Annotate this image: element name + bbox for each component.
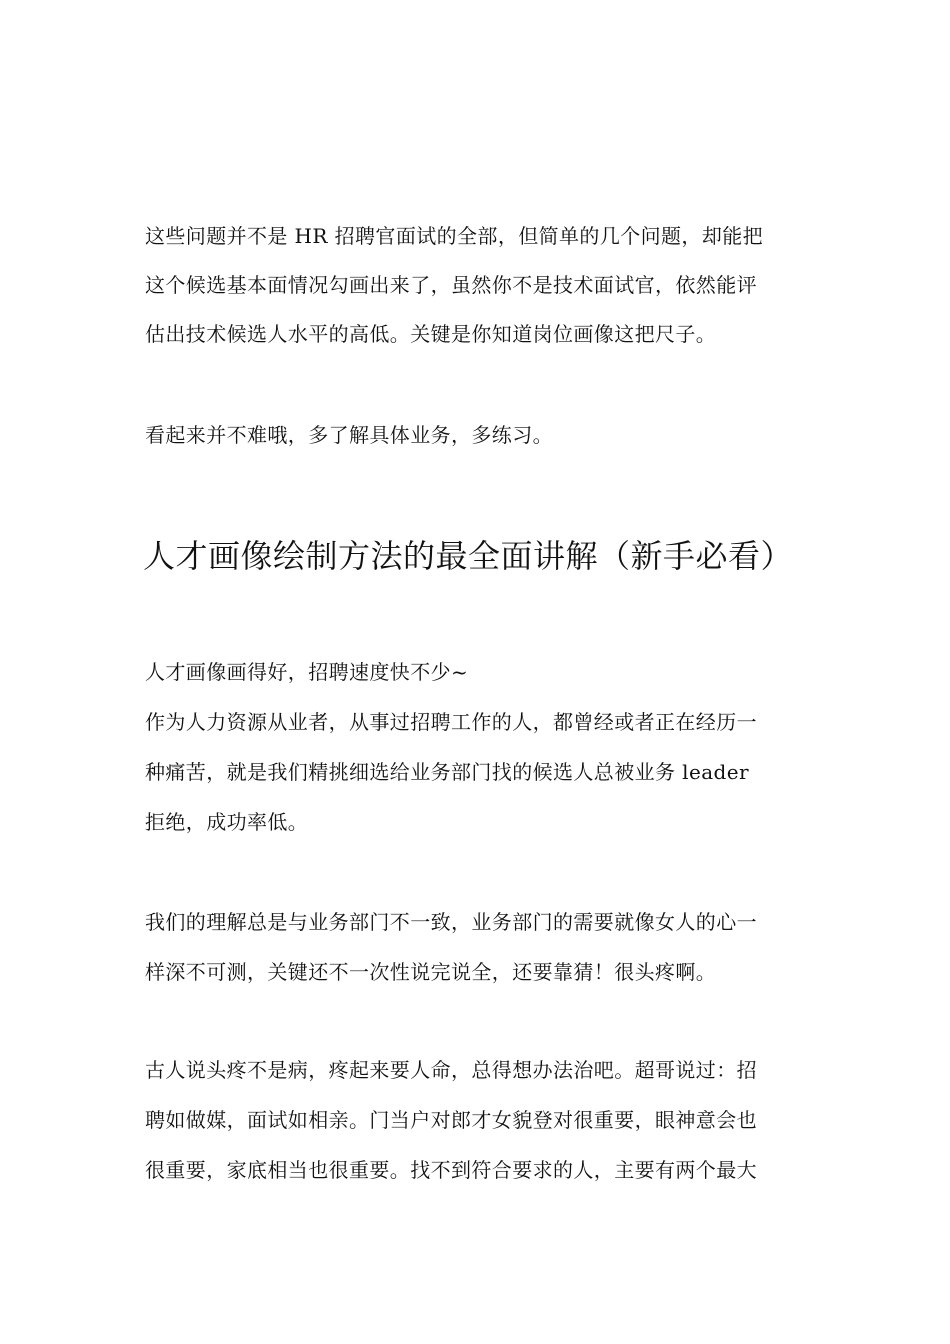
paragraph-5-line-2: 聘如做媒，面试如相亲。门当户对郎才女貌登对很重要，眼神意会也 xyxy=(145,1108,757,1132)
paragraph-3-line-3: 种痛苦，就是我们精挑细选给业务部门找的候选人总被业务 leader xyxy=(145,760,749,784)
section-heading: 人才画像绘制方法的最全面讲解（新手必看） xyxy=(143,537,794,575)
paragraph-3-line-2: 作为人力资源从业者，从事过招聘工作的人，都曾经或者正在经历一 xyxy=(145,710,757,734)
paragraph-4-line-2: 样深不可测，关键还不一次性说完说全，还要靠猜！很头疼啊。 xyxy=(145,960,717,984)
paragraph-3-line-4: 拒绝，成功率低。 xyxy=(145,810,309,834)
paragraph-5-line-3: 很重要，家底相当也很重要。找不到符合要求的人，主要有两个最大 xyxy=(145,1158,757,1182)
paragraph-1-line-1: 这些问题并不是 HR 招聘官面试的全部，但简单的几个问题，却能把 xyxy=(145,224,764,248)
paragraph-3-line-1: 人才画像画得好，招聘速度快不少~ xyxy=(145,660,469,684)
paragraph-2-line-1: 看起来并不难哦，多了解具体业务，多练习。 xyxy=(145,423,553,447)
paragraph-4-line-1: 我们的理解总是与业务部门不一致，业务部门的需要就像女人的心一 xyxy=(145,910,757,934)
paragraph-1-line-3: 估出技术候选人水平的高低。关键是你知道岗位画像这把尺子。 xyxy=(145,322,717,346)
paragraph-1-line-2: 这个候选基本面情况勾画出来了，虽然你不是技术面试官，依然能评 xyxy=(145,273,757,297)
paragraph-5-line-1: 古人说头疼不是病，疼起来要人命，总得想办法治吧。超哥说过：招 xyxy=(145,1058,757,1082)
